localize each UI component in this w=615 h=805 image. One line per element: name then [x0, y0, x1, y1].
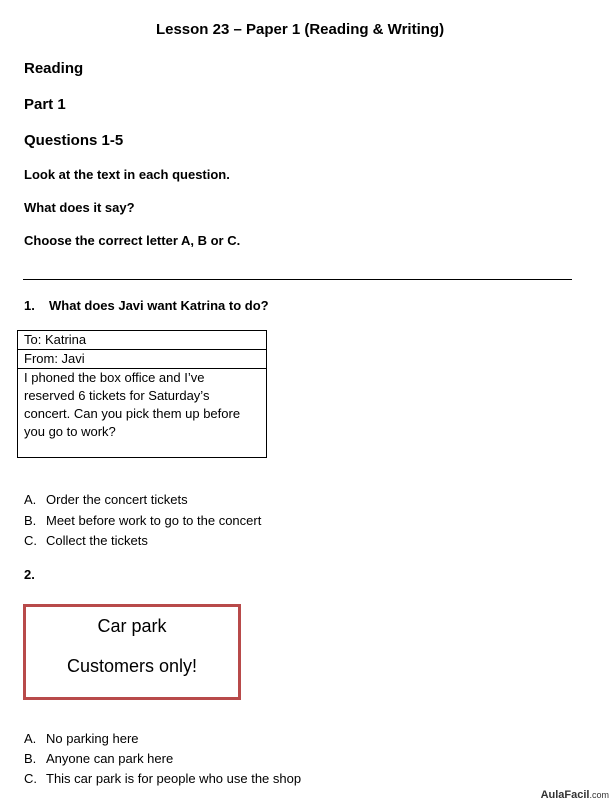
q2-option-b-letter: B.: [24, 751, 37, 766]
question-2-number: 2.: [24, 567, 35, 582]
section-heading-questions: Questions 1-5: [24, 132, 124, 149]
car-park-sign: [23, 604, 241, 700]
page-title: Lesson 23 – Paper 1 (Reading & Writing): [155, 21, 445, 38]
watermark: [541, 789, 609, 801]
q1-option-c-text: Collect the tickets: [46, 533, 148, 548]
message-box: [17, 330, 267, 458]
instruction-1: Look at the text in each question.: [24, 167, 230, 182]
q1-option-b-letter: B.: [24, 513, 37, 528]
q2-option-c-text: This car park is for people who use the shop: [46, 771, 302, 786]
message-from: From: Javi: [18, 350, 266, 369]
instruction-3: Choose the correct letter A, B or C.: [24, 233, 241, 248]
message-body: I phoned the box office and I’ve reserved 6 tickets for Saturday’s concert. Can you pick them up before you go to work?: [24, 370, 241, 439]
sign-line-2: Customers only!: [66, 656, 198, 676]
section-heading-reading: Reading: [24, 60, 84, 77]
q2-option-b-text: Anyone can park here: [46, 751, 174, 766]
watermark-brand: AulaFacil: [540, 789, 590, 801]
sign-line-1: Car park: [97, 616, 167, 636]
section-heading-part: Part 1: [24, 96, 66, 113]
q2-option-c-letter: C.: [24, 771, 37, 786]
watermark-domain: .com: [589, 790, 609, 800]
message-to: To: Katrina: [18, 331, 266, 350]
q2-option-a-letter: A.: [24, 731, 37, 746]
q1-option-c-letter: C.: [24, 533, 37, 548]
q1-option-a-text: Order the concert tickets: [46, 492, 188, 507]
q1-option-a-letter: A.: [24, 492, 37, 507]
divider: [23, 279, 572, 280]
q2-option-a-text: No parking here: [46, 731, 139, 746]
q1-option-b-text: Meet before work to go to the concert: [46, 513, 262, 528]
question-1-text: What does Javi want Katrina to do?: [49, 298, 269, 313]
question-1-number: 1.: [24, 298, 35, 313]
instruction-2: What does it say?: [24, 200, 135, 215]
